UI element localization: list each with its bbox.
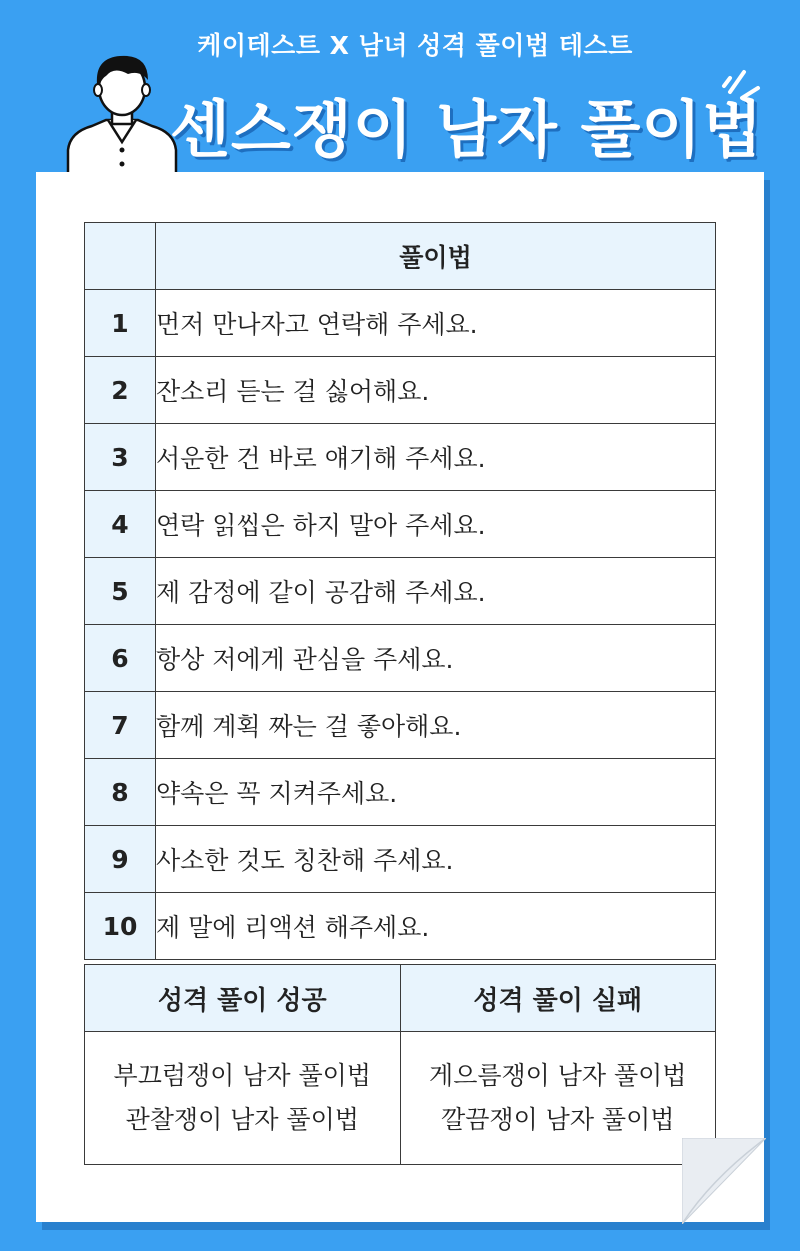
fail-header: 성격 풀이 실패 <box>400 965 716 1032</box>
row-number: 10 <box>85 893 156 960</box>
success-cell <box>85 1032 401 1165</box>
row-text: 사소한 것도 칭찬해 주세요. <box>156 826 716 893</box>
success-item: 관찰쟁이 남자 풀이법 <box>125 1105 359 1134</box>
table-row <box>85 826 716 893</box>
result-table <box>84 964 716 1165</box>
row-text: 서운한 건 바로 얘기해 주세요. <box>156 424 716 491</box>
fail-cell <box>400 1032 716 1165</box>
row-number: 3 <box>85 424 156 491</box>
row-number: 1 <box>85 290 156 357</box>
row-text: 제 감정에 같이 공감해 주세요. <box>156 558 716 625</box>
success-item: 부끄럼쟁이 남자 풀이법 <box>113 1061 371 1090</box>
guide-table <box>84 222 716 960</box>
man-avatar-icon <box>62 50 182 175</box>
row-number: 4 <box>85 491 156 558</box>
corner-cell <box>85 223 156 290</box>
row-number: 9 <box>85 826 156 893</box>
table-row <box>85 759 716 826</box>
row-text: 먼저 만나자고 연락해 주세요. <box>156 290 716 357</box>
table-row <box>85 692 716 759</box>
table-row <box>85 357 716 424</box>
page-title: 센스쟁이 남자 풀이법 <box>170 93 764 166</box>
page-subtitle: 케이테스트 X 남녀 성격 풀이법 테스트 <box>197 31 633 60</box>
fail-item: 게으름쟁이 남자 풀이법 <box>429 1061 687 1090</box>
table-row <box>85 893 716 960</box>
table-row <box>85 424 716 491</box>
fail-item: 깔끔쟁이 남자 풀이법 <box>441 1105 675 1134</box>
table-row <box>85 290 716 357</box>
row-number: 7 <box>85 692 156 759</box>
table-row <box>85 491 716 558</box>
row-text: 항상 저에게 관심을 주세요. <box>156 625 716 692</box>
column-header: 풀이법 <box>156 223 716 290</box>
row-number: 8 <box>85 759 156 826</box>
result-body-row <box>85 1032 716 1165</box>
row-text: 연락 읽씹은 하지 말아 주세요. <box>156 491 716 558</box>
table-row <box>85 558 716 625</box>
row-text: 잔소리 듣는 걸 싫어해요. <box>156 357 716 424</box>
success-header: 성격 풀이 성공 <box>85 965 401 1032</box>
page-curl-icon <box>682 1138 766 1224</box>
table-row <box>85 625 716 692</box>
row-text: 약속은 꼭 지켜주세요. <box>156 759 716 826</box>
row-text: 제 말에 리액션 해주세요. <box>156 893 716 960</box>
row-number: 2 <box>85 357 156 424</box>
row-text: 함께 계획 짜는 걸 좋아해요. <box>156 692 716 759</box>
result-header-row <box>85 965 716 1032</box>
sparkle-icon <box>720 58 770 108</box>
row-number: 5 <box>85 558 156 625</box>
table-header-row <box>85 223 716 290</box>
row-number: 6 <box>85 625 156 692</box>
